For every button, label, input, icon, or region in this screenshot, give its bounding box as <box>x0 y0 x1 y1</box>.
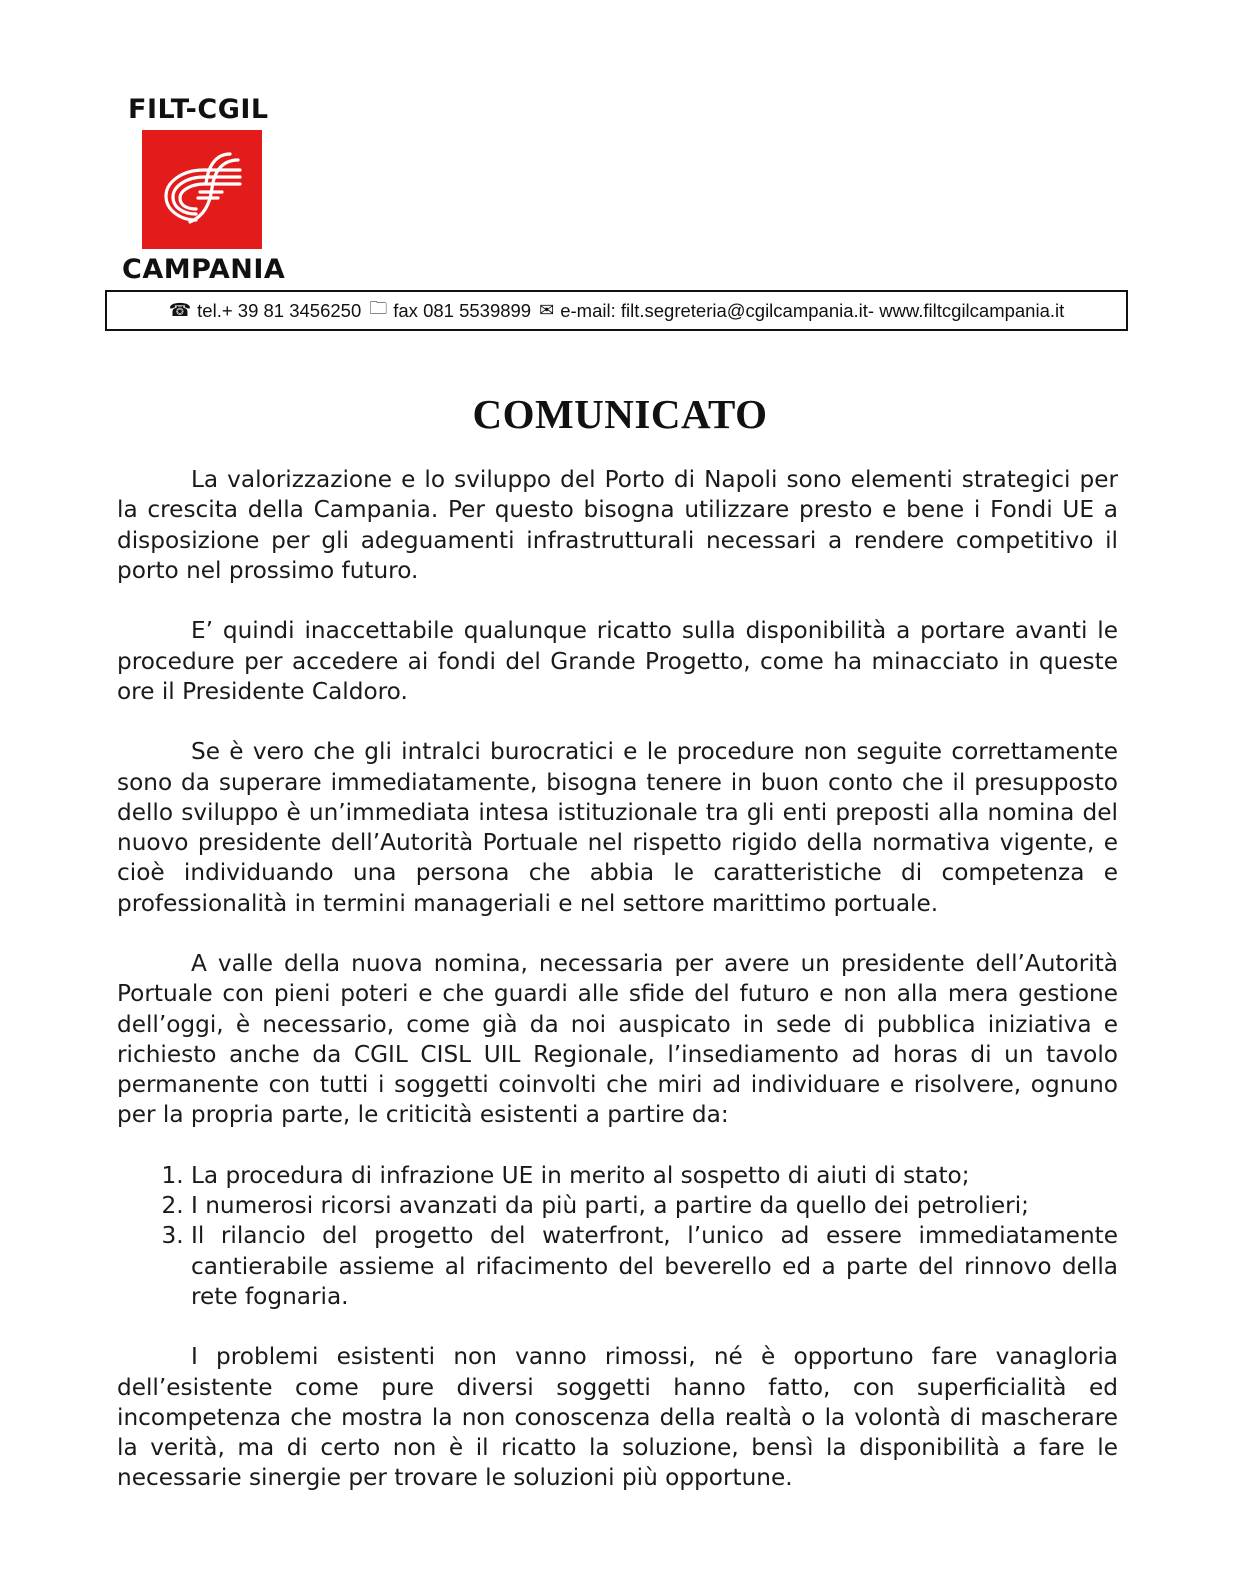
paragraph-2: E’ quindi inaccettabile qualunque ricatto sulla disponibilità a portare avanti le procedure per accedere ai fondi del Grande Progetto, come ha minacciato in queste ore il Presidente Caldoro. <box>117 617 1118 705</box>
closing-paragraph: I problemi esistenti non vanno rimossi, né è opportuno fare vanagloria dell’esistente come pure diversi soggetti hanno fatto, con superficialità ed incompetenza che mostra la non conoscenza della realtà o la volontà di mascherare la verità, ma di certo non è il ricatto la soluzione, bensì la disponibilità a fare le necessarie sinergie per trovare le soluzioni più opportune. <box>117 1343 1118 1492</box>
document-body <box>117 465 1118 1494</box>
document-title: COMUNICATO <box>472 391 768 437</box>
org-name-bottom: CAMPANIA <box>122 254 286 285</box>
paragraph-3: Se è vero che gli intralci burocratici e le procedure non seguite correttamente sono da superare immediatamente, bisogna tenere in buon conto che il presupposto dello sviluppo è un’immediata intesa istituzionale tra gli enti preposti alla nomina del nuovo presidente dell’Autorità Portuale nel rispetto rigido della normativa vigente, e cioè individuando una persona che abbia le caratteristiche di competenza e professionalità in termini manageriali e nel settore marittimo portuale. <box>117 738 1118 917</box>
fax-number: fax 081 5539899 <box>393 299 532 321</box>
contact-bar <box>105 290 1128 331</box>
paragraph-1: La valorizzazione e lo sviluppo del Porto di Napoli sono elementi strategici per la crescita della Campania. Per questo bisogna utilizzare presto e bene i Fondi UE a disposizione per gli adeguamenti infrastrutturali necessari a rendere competitivo il porto nel prossimo futuro. <box>117 466 1118 584</box>
email-website: e-mail: filt.segreteria@cgilcampania.it- www.filtcgilcampania.it <box>560 299 1065 321</box>
telephone-icon: ☎ <box>168 300 192 320</box>
folder-icon: 🗀 <box>369 297 388 318</box>
filt-logo-mark-icon <box>142 130 262 249</box>
org-name-top: FILT-CGIL <box>128 94 269 125</box>
filt-logo <box>142 130 262 249</box>
paragraph-4: A valle della nuova nomina, necessaria per avere un presidente dell’Autorità Portuale con pieni poteri e che guardi alle sfide del futuro e non alla mera gestione dell’oggi, è necessario, come già da noi auspicato in sede di pubblica iniziativa e richiesto anche da CGIL CISL UIL Regionale, l’insediamento ad horas di un tavolo permanente con tutti i soggetti coinvolti che miri ad individuare e risolvere, ognuno per la propria parte, le criticità esistenti a partire da: <box>117 950 1118 1129</box>
list-item: 1. La procedura di infrazione UE in merito al sospetto di aiuti di stato; <box>191 1161 1118 1191</box>
envelope-icon: ✉ <box>539 300 555 320</box>
phone-number: tel.+ 39 81 3456250 <box>197 299 362 321</box>
list-item: 2. I numerosi ricorsi avanzati da più parti, a partire da quello dei petrolieri; <box>191 1191 1118 1221</box>
list-item: 3. Il rilancio del progetto del waterfront, l’unico ad essere immediatamente cantierabile assieme al rifacimento del beverello ed a parte del rinnovo della rete fognaria. <box>191 1221 1118 1312</box>
criticality-list <box>117 1161 1118 1312</box>
